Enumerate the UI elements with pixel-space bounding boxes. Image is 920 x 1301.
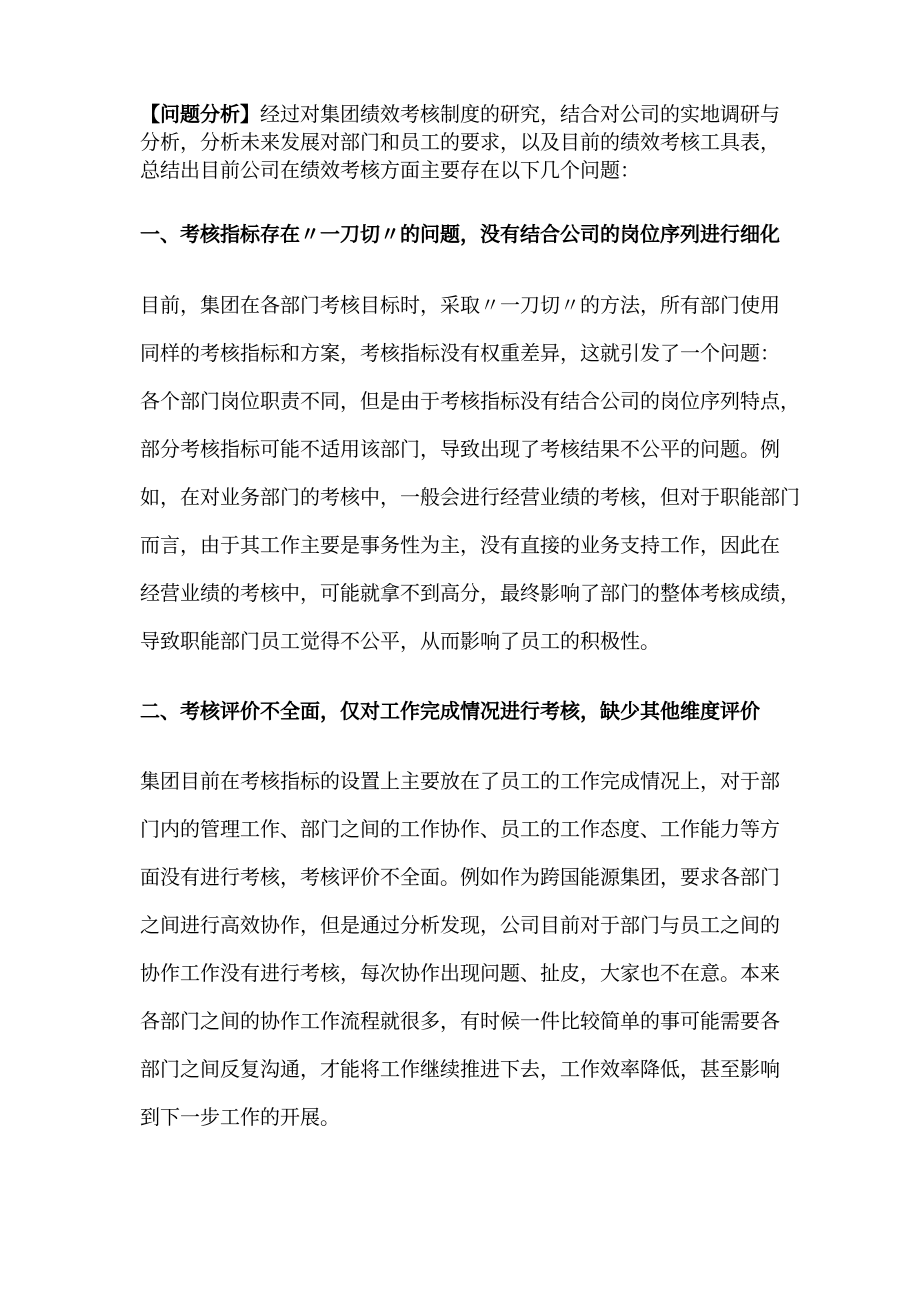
paragraph-line: 之间进行高效协作，但是通过分析发现，公司目前对于部门与员工之间的 xyxy=(140,913,780,937)
paragraph-line: 面没有进行考核，考核评价不全面。例如作为跨国能源集团，要求各部门 xyxy=(140,865,780,889)
paragraph-line: 到下一步工作的开展。 xyxy=(140,1105,340,1129)
paragraph-line: 目前，集团在各部门考核目标时，采取〃一刀切〃的方法，所有部门使用 xyxy=(140,293,780,317)
intro-line: 分析，分析未来发展对部门和员工的要求，以及目前的绩效考核工具表， xyxy=(140,130,780,154)
paragraph-line: 同样的考核指标和方案，考核指标没有权重差异，这就引发了一个问题： xyxy=(140,341,780,365)
intro-line-text: 经过对集团绩效考核制度的研究，结合对公司的实地调研与 xyxy=(260,102,780,126)
intro-tag: 【问题分析】 xyxy=(140,102,260,126)
section-1-heading: 一、考核指标存在〃一刀切〃的问题，没有结合公司的岗位序列进行细化 xyxy=(140,222,780,246)
paragraph-line: 各个部门岗位职责不同，但是由于考核指标没有结合公司的岗位序列特点， xyxy=(140,389,800,413)
section-2-paragraph xyxy=(140,757,800,1141)
intro-paragraph xyxy=(140,100,790,184)
paragraph-line: 部门之间反复沟通，才能将工作继续推进下去，工作效率降低，甚至影响 xyxy=(140,1057,780,1081)
paragraph-line: 集团目前在考核指标的设置上主要放在了员工的工作完成情况上，对于部 xyxy=(140,769,780,793)
paragraph-line: 经营业绩的考核中，可能就拿不到高分，最终影响了部门的整体考核成绩， xyxy=(140,581,800,605)
paragraph-line: 如，在对业务部门的考核中，一般会进行经营业绩的考核，但对于职能部门 xyxy=(140,485,800,509)
section-1-paragraph xyxy=(140,281,800,665)
paragraph-line: 而言，由于其工作主要是事务性为主，没有直接的业务支持工作，因此在 xyxy=(140,533,780,557)
paragraph-line: 导致职能部门员工觉得不公平，从而影响了员工的积极性。 xyxy=(140,629,660,653)
section-2-heading: 二、考核评价不全面，仅对工作完成情况进行考核，缺少其他维度评价 xyxy=(140,699,760,723)
paragraph-line: 门内的管理工作、部门之间的工作协作、员工的工作态度、工作能力等方 xyxy=(140,817,780,841)
paragraph-line: 各部门之间的协作工作流程就很多，有时候一件比较简单的事可能需要各 xyxy=(140,1009,780,1033)
paragraph-line: 协作工作没有进行考核，每次协作出现问题、扯皮，大家也不在意。本来 xyxy=(140,961,780,985)
paragraph-line: 部分考核指标可能不适用该部门，导致出现了考核结果不公平的问题。例 xyxy=(140,437,780,461)
intro-line xyxy=(140,100,790,128)
intro-line: 总结出目前公司在绩效考核方面主要存在以下几个问题： xyxy=(140,158,640,182)
